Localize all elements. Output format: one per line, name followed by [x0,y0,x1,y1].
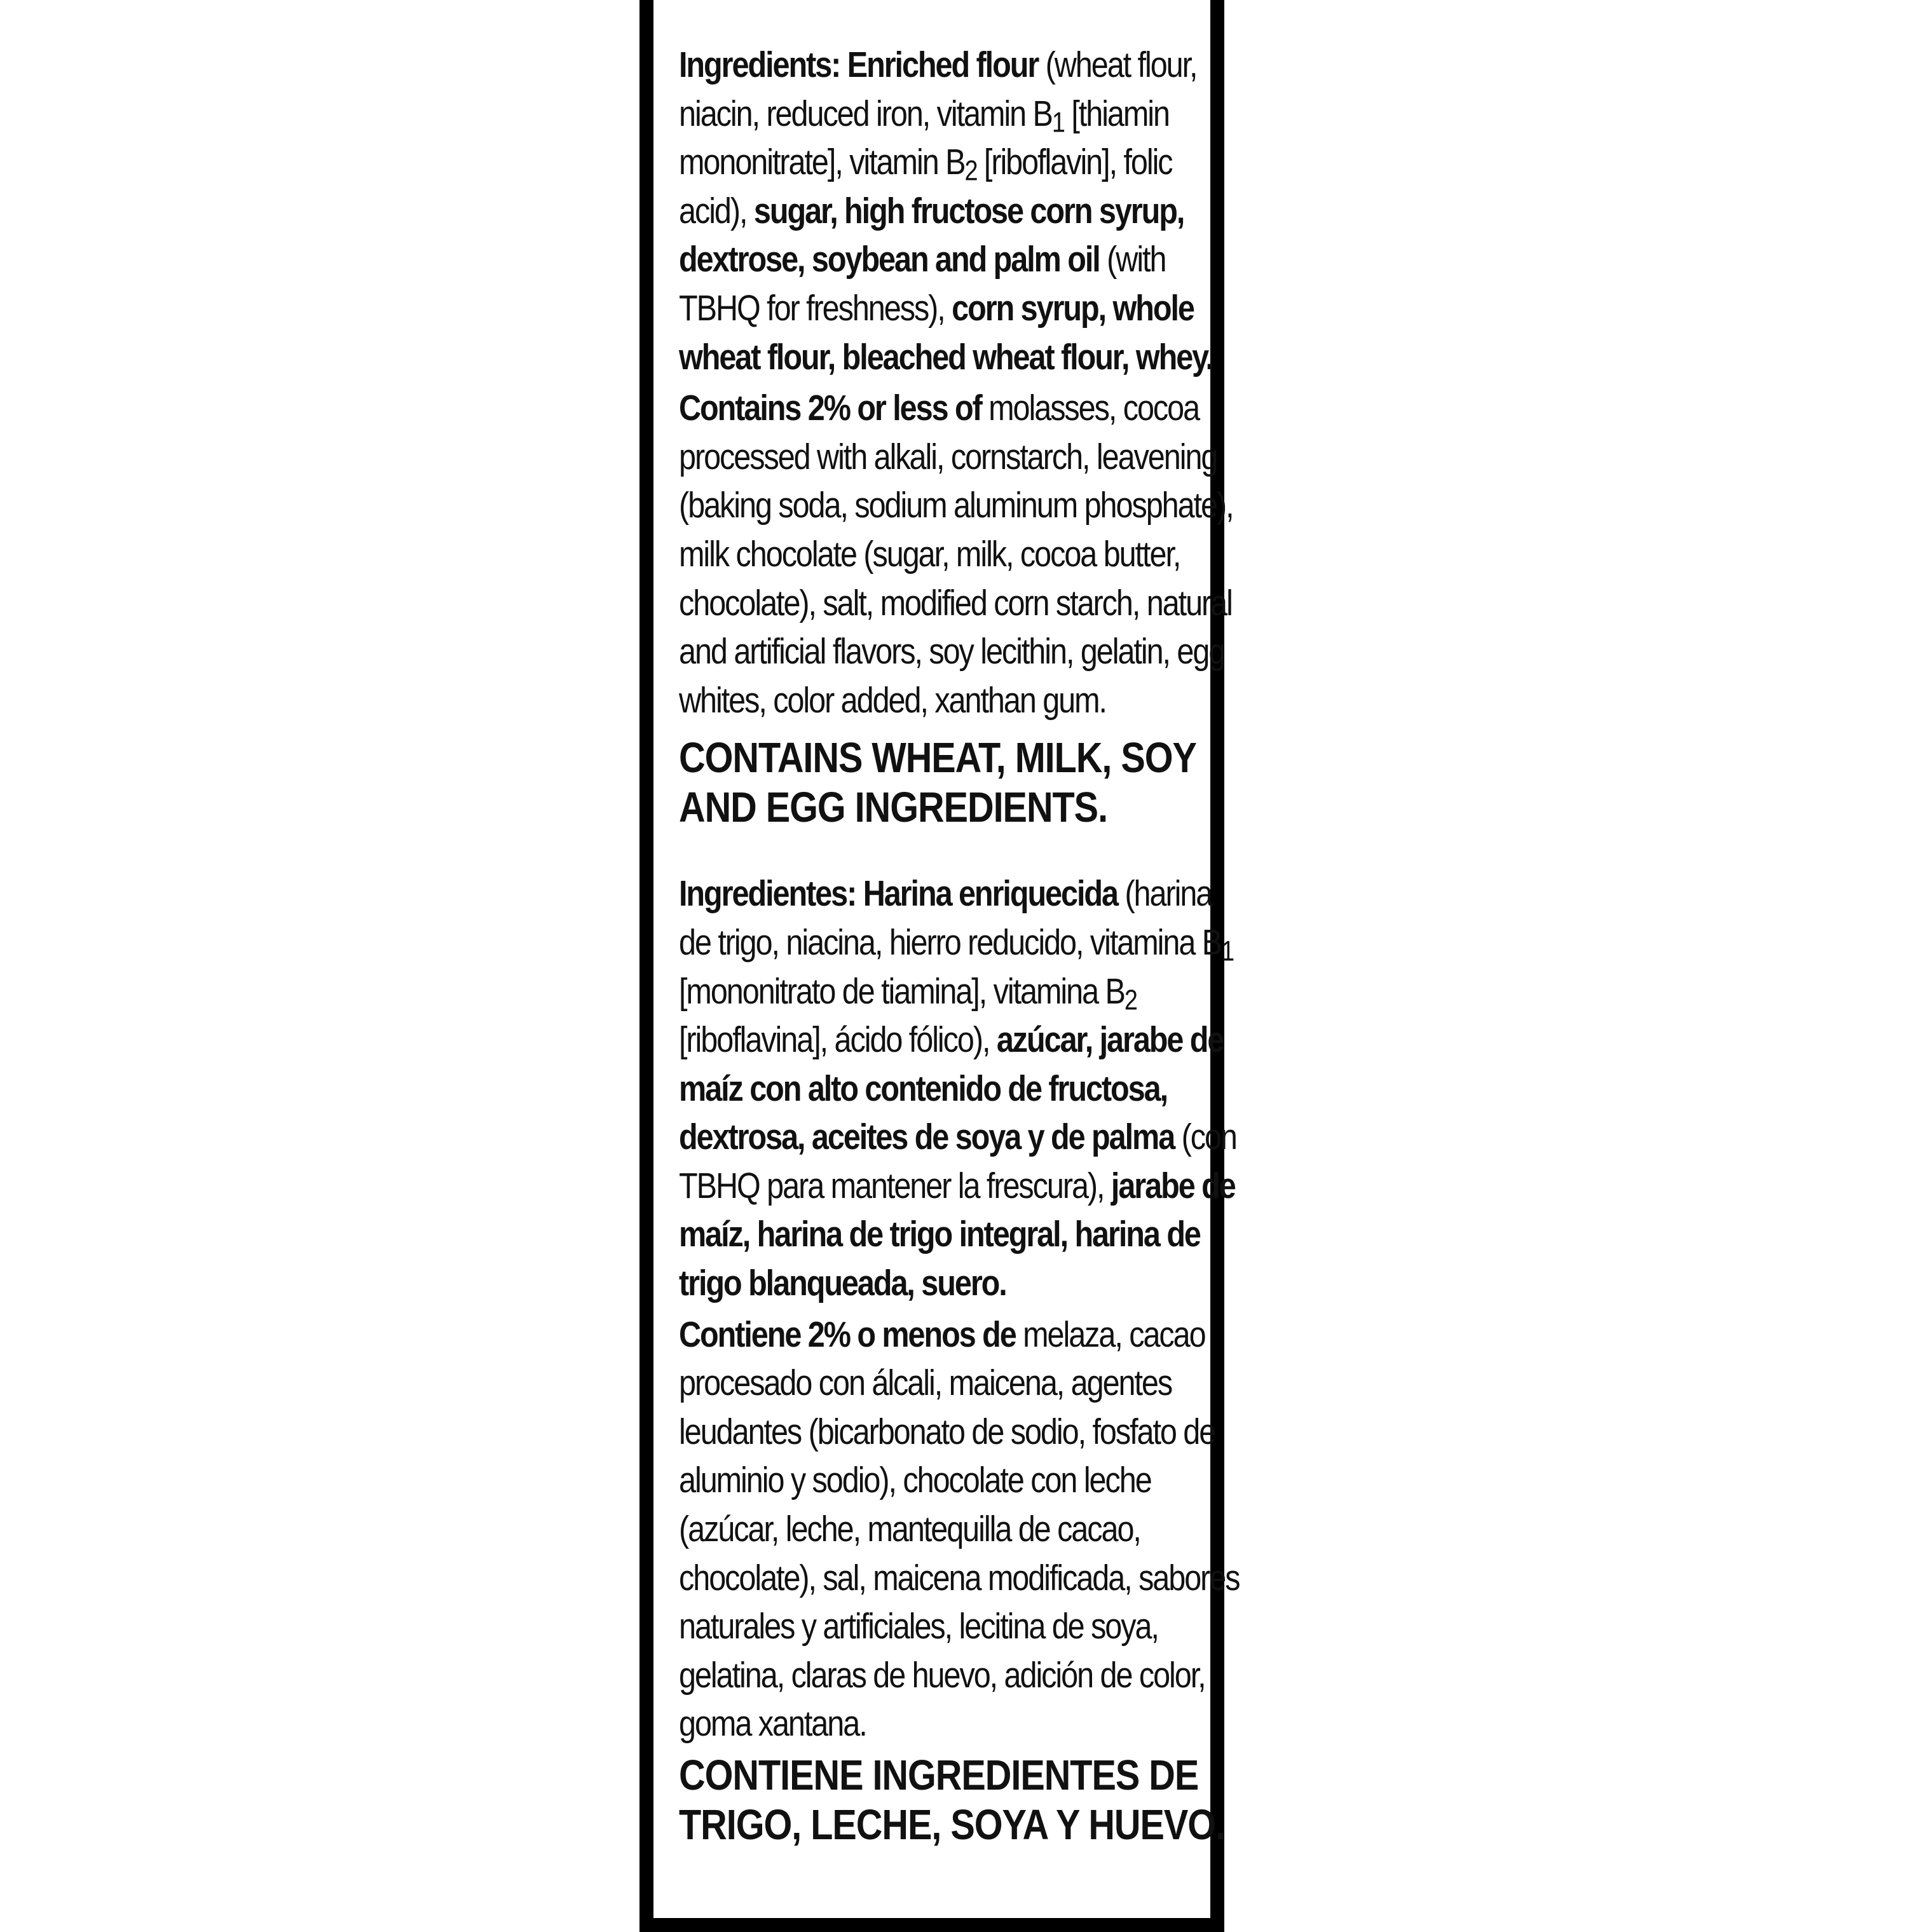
spanish-minor-ingredients-text: melaza, cacao procesado con álcali, maicena, agentes leudantes (bicarbonato de sodio, fosfato de aluminio y sodio), chocolate con leche (azúcar, leche, mantequilla de cacao, chocolate), sal, maicena modificada, sabores naturales y artificiales, lecitina de soya, gelatina, claras de huevo, adición de color, goma xantana. [679,1314,1240,1744]
english-text-2: [thiamin mononitrate], vitamin B [679,93,1169,182]
english-minor-ingredients-paragraph [679,384,1242,724]
english-subscript-1: 1 [1051,107,1064,139]
english-text-4: (with TBHQ for freshness), [679,239,1166,328]
spanish-bold-harina-enriquecida: Harina enriquecida [863,873,1118,914]
english-bold-sugars-oils: sugar, high fructose corn syrup, dextrose, soybean and palm oil [679,190,1184,280]
english-bold-corn-syrup-flours: corn syrup, whole wheat flour, bleached wheat flour, whey. [679,287,1213,377]
ingredients-panel [639,0,1240,1932]
spanish-subscript-2: 2 [1124,984,1137,1016]
english-text-1: (wheat flour, niacin, reduced iron, vitamin B [679,44,1197,133]
english-contains-less-label: Contains 2% or less of [679,388,981,428]
spanish-bold-azucar-aceites: azúcar, jarabe de maíz con alto contenido de fructosa, dextrosa, aceites de soya y de palma [679,1019,1224,1157]
spanish-text-1: (harina de trigo, niacina, hierro reducido, vitamina B [679,873,1222,962]
spanish-subscript-1: 1 [1221,935,1234,967]
ingredients-content [679,41,1238,1850]
spanish-bold-jarabe-harinas: jarabe de maíz, harina de trigo integral, harina de trigo blanqueada, suero. [679,1165,1235,1303]
spanish-text-2: [mononitrato de tiamina], vitamina B [679,970,1124,1011]
spanish-minor-ingredients-paragraph [679,1310,1242,1748]
english-bold-enriched-flour: Enriched flour [847,44,1039,85]
spanish-ingredients-paragraph [679,869,1242,1307]
english-subscript-2: 2 [964,155,977,187]
english-allergen-statement: CONTAINS WHEAT, MILK, SOY AND EGG INGREDIENTS. [679,734,1196,832]
spanish-allergen-statement: CONTIENE INGREDIENTES DE TRIGO, LECHE, SOYA Y HUEVO. [679,1752,1226,1849]
english-ingredients-label: Ingredients: [679,44,847,85]
spanish-text-3: [riboflavina], ácido fólico), [679,1019,997,1060]
spanish-text-4: (con TBHQ para mantener la frescura), [679,1117,1236,1206]
english-ingredients-paragraph [679,41,1242,381]
english-minor-ingredients-text: molasses, cocoa processed with alkali, cornstarch, leavening (baking soda, sodium aluminum phosphate), milk chocolate (sugar, milk, cocoa butter, chocolate), salt, modified corn starch, natural and artificial flavors, soy lecithin, gelatin, egg whites, color added, xanthan gum. [679,388,1233,720]
spanish-ingredients-label: Ingredientes: [679,873,863,914]
spanish-contiene-menos-label: Contiene 2% o menos de [679,1314,1016,1354]
english-text-3: [riboflavin], folic acid), [679,142,1172,231]
